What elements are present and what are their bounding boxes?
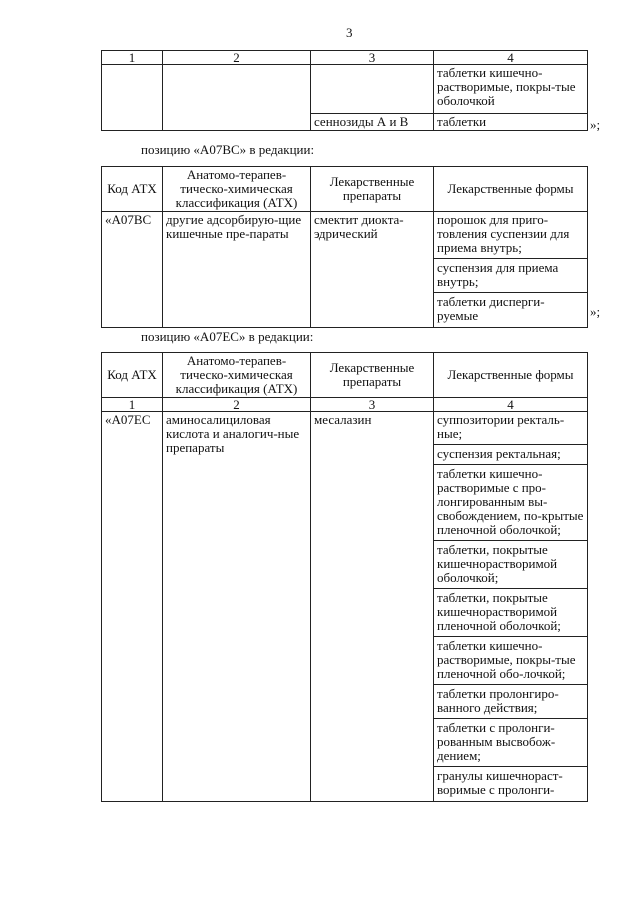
- col-number: 3: [311, 51, 434, 65]
- col-number: 1: [102, 398, 163, 412]
- header-forms: Лекарственные формы: [434, 353, 588, 398]
- col-number: 2: [163, 398, 311, 412]
- header-classification: Анатомо-терапев-тическо-химическая классификация (АТХ): [163, 353, 311, 398]
- forms-cell: [434, 212, 588, 328]
- header-drugs: Лекарственные препараты: [311, 353, 434, 398]
- drug-cell: смектит диокта-эдрический: [311, 212, 434, 328]
- form-cell: таблетки кишечно-растворимые, покры-тые оболочкой: [434, 65, 588, 114]
- closing-quote: »;: [590, 117, 601, 132]
- column-number-row: [102, 398, 588, 412]
- header-classification: Анатомо-терапев-тическо-химическая классификация (АТХ): [163, 167, 311, 212]
- form-item: суспензия для приема внутрь;: [434, 258, 587, 292]
- classification-cell: [163, 65, 311, 131]
- drug-cell: сеннозиды А и В: [311, 114, 434, 131]
- col-number: 4: [434, 398, 588, 412]
- form-item: таблетки пролонгиро-ванного действия;: [434, 684, 587, 718]
- paragraph-a07bc: позицию «A07BC» в редакции:: [141, 142, 315, 157]
- table-continuation: [101, 50, 588, 131]
- header-atc-code: Код АТХ: [102, 167, 163, 212]
- header-forms: Лекарственные формы: [434, 167, 588, 212]
- forms-cell: [434, 412, 588, 802]
- form-item: таблетки с пролонги-рованным высвобож-дением;: [434, 718, 587, 766]
- form-item: гранулы кишечнораст-воримые с пролонги-: [434, 766, 587, 800]
- classification-cell: аминосалициловая кислота и аналогич-ные препараты: [163, 412, 311, 802]
- col-number: 3: [311, 398, 434, 412]
- header-drugs: Лекарственные препараты: [311, 167, 434, 212]
- form-item: таблетки кишечно-растворимые, покры-тые пленочной обо-лочкой;: [434, 636, 587, 684]
- table-row: [102, 212, 588, 328]
- form-item: таблетки, покрытые кишечнорастворимой пленочной оболочкой;: [434, 588, 587, 636]
- form-item: порошок для приго-товления суспензии для приема внутрь;: [437, 212, 570, 255]
- atc-code-cell: [102, 65, 163, 131]
- form-item: таблетки, покрытые кишечнорастворимой оболочкой;: [434, 540, 587, 588]
- table-header-row: [102, 353, 588, 398]
- col-number: 4: [434, 51, 588, 65]
- form-item: суспензия ректальная;: [434, 444, 587, 464]
- table-row: [102, 65, 588, 114]
- form-item: таблетки дисперги-руемые: [434, 292, 587, 326]
- table-row: [102, 412, 588, 802]
- classification-cell: другие адсорбирую-щие кишечные пре-параты: [163, 212, 311, 328]
- form-item: таблетки кишечно-растворимые с про-лонгированным вы-свобождением, по-крытые пленочной оболочкой;: [434, 464, 587, 540]
- col-number: 1: [102, 51, 163, 65]
- table-a07bc: [101, 166, 588, 328]
- drug-cell: месалазин: [311, 412, 434, 802]
- form-cell: таблетки: [434, 114, 588, 131]
- atc-code-cell: «A07EC: [102, 412, 163, 802]
- table-header-row: [102, 167, 588, 212]
- atc-code-cell: «A07BC: [102, 212, 163, 328]
- paragraph-a07ec: позицию «A07EC» в редакции:: [141, 329, 314, 344]
- drug-cell: [311, 65, 434, 114]
- table-a07ec: [101, 352, 588, 802]
- form-item: суппозитории ректаль-ные;: [437, 412, 565, 441]
- page-number: 3: [346, 25, 353, 40]
- closing-quote: »;: [590, 304, 601, 319]
- column-number-row: [102, 51, 588, 65]
- header-atc-code: Код АТХ: [102, 353, 163, 398]
- col-number: 2: [163, 51, 311, 65]
